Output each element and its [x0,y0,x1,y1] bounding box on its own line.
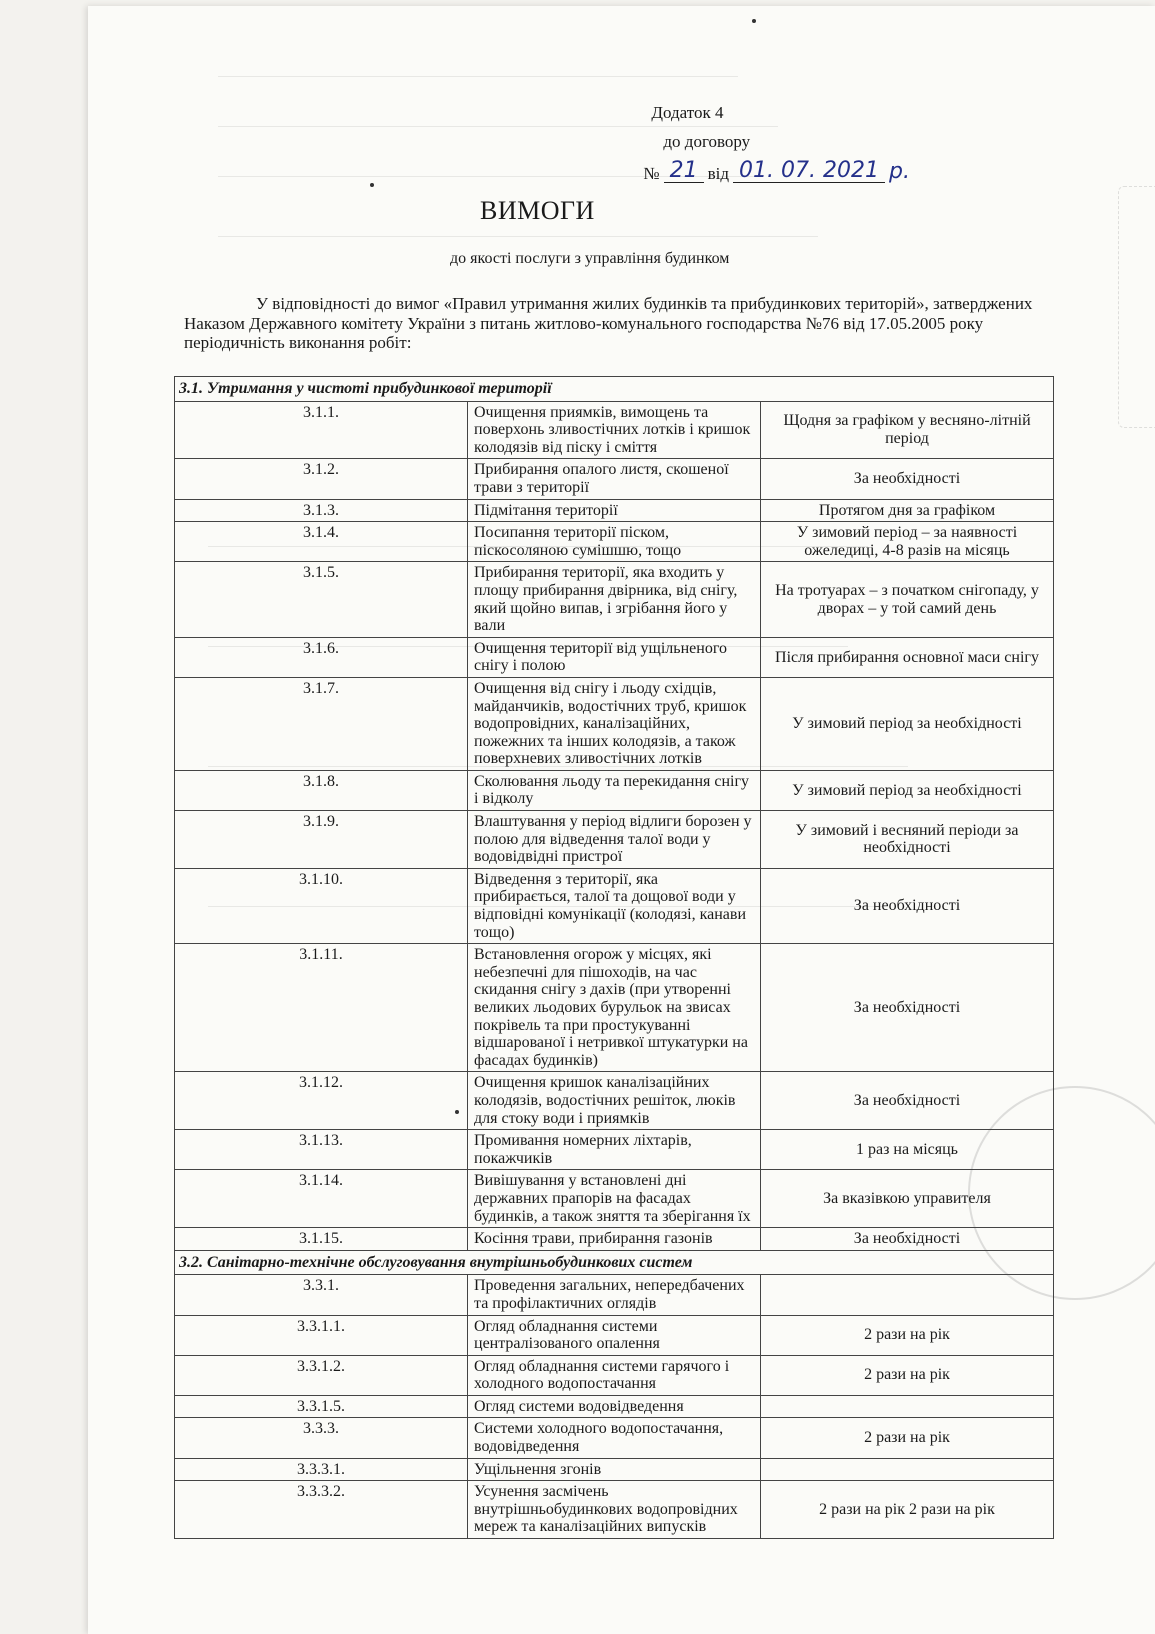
table-row [175,459,1054,499]
table-row [175,1355,1054,1395]
section-title: 3.1. Утримання у чистоті прибудинкової території [175,377,1054,402]
row-number: 3.3.3. [175,1418,468,1458]
table-row [175,522,1054,562]
annex-contract-line [643,160,910,183]
contract-number: 21 [664,160,704,183]
row-frequency: За необхідності [761,459,1054,499]
table-row [175,677,1054,770]
row-frequency [761,1275,1054,1315]
row-frequency: Після прибирання основної маси снігу [761,637,1054,677]
row-number: 3.3.3.1. [175,1458,468,1481]
row-description: Очищення від снігу і льоду східців, майданчиків, водостічних труб, кришок водопровідних, каналізаційних, пожежних та інших колодязів, а також поверхневих зливостічних лотків [468,677,761,770]
table-row [175,1418,1054,1458]
row-frequency: 2 рази на рік [761,1355,1054,1395]
row-frequency [761,1458,1054,1481]
row-description: Сколювання льоду та перекидання снігу і відколу [468,770,761,810]
row-description: Промивання номерних ліхтарів, покажчиків [468,1130,761,1170]
table-row [175,1395,1054,1418]
no-label: № [643,163,660,183]
row-number: 3.1.13. [175,1130,468,1170]
row-description: Ущільнення згонів [468,1458,761,1481]
row-number: 3.3.1.2. [175,1355,468,1395]
row-frequency: 2 рази на рік [761,1315,1054,1355]
row-number: 3.1.2. [175,459,468,499]
row-number: 3.1.6. [175,637,468,677]
row-description: Косіння трави, прибирання газонів [468,1228,761,1251]
table-row [175,811,1054,869]
row-description: Огляд обладнання системи гарячого і холодного водопостачання [468,1355,761,1395]
row-frequency [761,1395,1054,1418]
row-frequency: У зимовий і весняний періоди за необхідності [761,811,1054,869]
section-header-row [175,1250,1054,1275]
row-description: Вивішування у встановлені дні державних прапорів на фасадах будинків, а також зняття та зберігання їх [468,1170,761,1228]
table-row [175,1228,1054,1251]
scan-speck [752,19,756,23]
row-description: Огляд обладнання системи централізованого опалення [468,1315,761,1355]
table-row [175,1130,1054,1170]
row-number: 3.3.3.2. [175,1481,468,1539]
table-row [175,770,1054,810]
row-description: Прибирання опалого листя, скошеної трави з території [468,459,761,499]
row-frequency: Протягом дня за графіком [761,499,1054,522]
row-number: 3.1.8. [175,770,468,810]
table-row [175,1458,1054,1481]
intro-paragraph [184,294,1054,353]
row-frequency: 2 рази на рік 2 рази на рік [761,1481,1054,1539]
table-row [175,1170,1054,1228]
row-number: 3.1.4. [175,522,468,562]
row-description: Проведення загальних, непередбачених та профілактичних оглядів [468,1275,761,1315]
row-description: Посипання території піском, піскосоляною сумішшю, тощо [468,522,761,562]
row-description: Очищення кришок каналізаційних колодязів, водостічних решіток, люків для стоку води і приямків [468,1072,761,1130]
row-description: Системи холодного водопостачання, водовідведення [468,1418,761,1458]
row-description: Очищення приямків, вимощень та поверхонь зливостічних лотків і кришок колодязів від піску і сміття [468,401,761,459]
row-frequency: У зимовий період – за наявності ожеледиці, 4-8 разів на місяць [761,522,1054,562]
row-number: 3.1.10. [175,868,468,943]
table-row [175,401,1054,459]
scan-speck [370,183,374,187]
table-row [175,1275,1054,1315]
row-description: Прибирання території, яка входить у площу прибирання двірника, від снігу, який щойно випав, і згрібання його у вали [468,562,761,637]
document-title: ВИМОГИ [480,196,595,225]
row-number: 3.1.12. [175,1072,468,1130]
row-frequency: Щодня за графіком у весняно-літній період [761,401,1054,459]
table-row [175,499,1054,522]
row-description: Встановлення огорож у місцях, які небезпечні для пішоходів, на час скидання снігу з дахів (при утворенні великих льодових бурульок на звисах покрівель та при простукуванні відшарованої і нетривкої штукатурки на фасадах будинків) [468,944,761,1072]
row-frequency: У зимовий період за необхідності [761,770,1054,810]
year-suffix: р. [889,159,910,185]
row-number: 3.1.15. [175,1228,468,1251]
table-row [175,944,1054,1072]
annex-number: Додаток 4 [651,103,724,122]
row-description: Очищення території від ущільненого снігу і полою [468,637,761,677]
document-subtitle: до якості послуги з управління будинком [450,250,730,267]
section-header-row [175,377,1054,402]
row-frequency: 1 раз на місяць [761,1130,1054,1170]
row-description: Огляд системи водовідведення [468,1395,761,1418]
row-description: Відведення з території, яка прибирається, талої та дощової води у відповідні комунікації (колодязі, канави тощо) [468,868,761,943]
requirements-table [174,376,1054,1539]
row-frequency: За необхідності [761,944,1054,1072]
row-description: Підмітання території [468,499,761,522]
annex-header [643,103,910,192]
table-row [175,1481,1054,1539]
row-frequency: За необхідності [761,868,1054,943]
row-frequency: На тротуарах – з початком снігопаду, у дворах – у той самий день [761,562,1054,637]
row-frequency: За вказівкою управителя [761,1170,1054,1228]
faded-stamp [1118,186,1155,428]
row-number: 3.3.1. [175,1275,468,1315]
scan-speck [455,1110,459,1114]
row-number: 3.1.7. [175,677,468,770]
row-frequency: За необхідності [761,1228,1054,1251]
row-number: 3.1.11. [175,944,468,1072]
row-number: 3.3.1.1. [175,1315,468,1355]
row-frequency: 2 рази на рік [761,1418,1054,1458]
row-description: Усунення засмічень внутрішньобудинкових водопровідних мереж та каналізаційних випусків [468,1481,761,1539]
row-number: 3.1.3. [175,499,468,522]
row-frequency: За необхідності [761,1072,1054,1130]
intro-text: У відповідності до вимог «Правил утримання жилих будинків та прибудинкових територій», затверджених Наказом Державного комітету України з питань житлово-комунального господарства №76 від 17.05.2005 року періодичність виконання робіт: [184,294,1033,353]
annex-contract-ref: до договору [663,131,751,151]
row-number: 3.1.5. [175,562,468,637]
row-number: 3.1.9. [175,811,468,869]
section-title: 3.2. Санітарно-технічне обслуговування внутрішньобудинкових систем [175,1250,1054,1275]
row-number: 3.3.1.5. [175,1395,468,1418]
table-row [175,637,1054,677]
row-number: 3.1.14. [175,1170,468,1228]
row-number: 3.1.1. [175,401,468,459]
table-row [175,1315,1054,1355]
table-row [175,868,1054,943]
date-label: від [707,163,730,183]
row-description: Влаштування у період відлиги борозен у полою для відведення талої води у водовідвідні пристрої [468,811,761,869]
table-row [175,1072,1054,1130]
contract-date: 01. 07. 2021 [733,160,885,183]
table-row [175,562,1054,637]
row-frequency: У зимовий період за необхідності [761,677,1054,770]
